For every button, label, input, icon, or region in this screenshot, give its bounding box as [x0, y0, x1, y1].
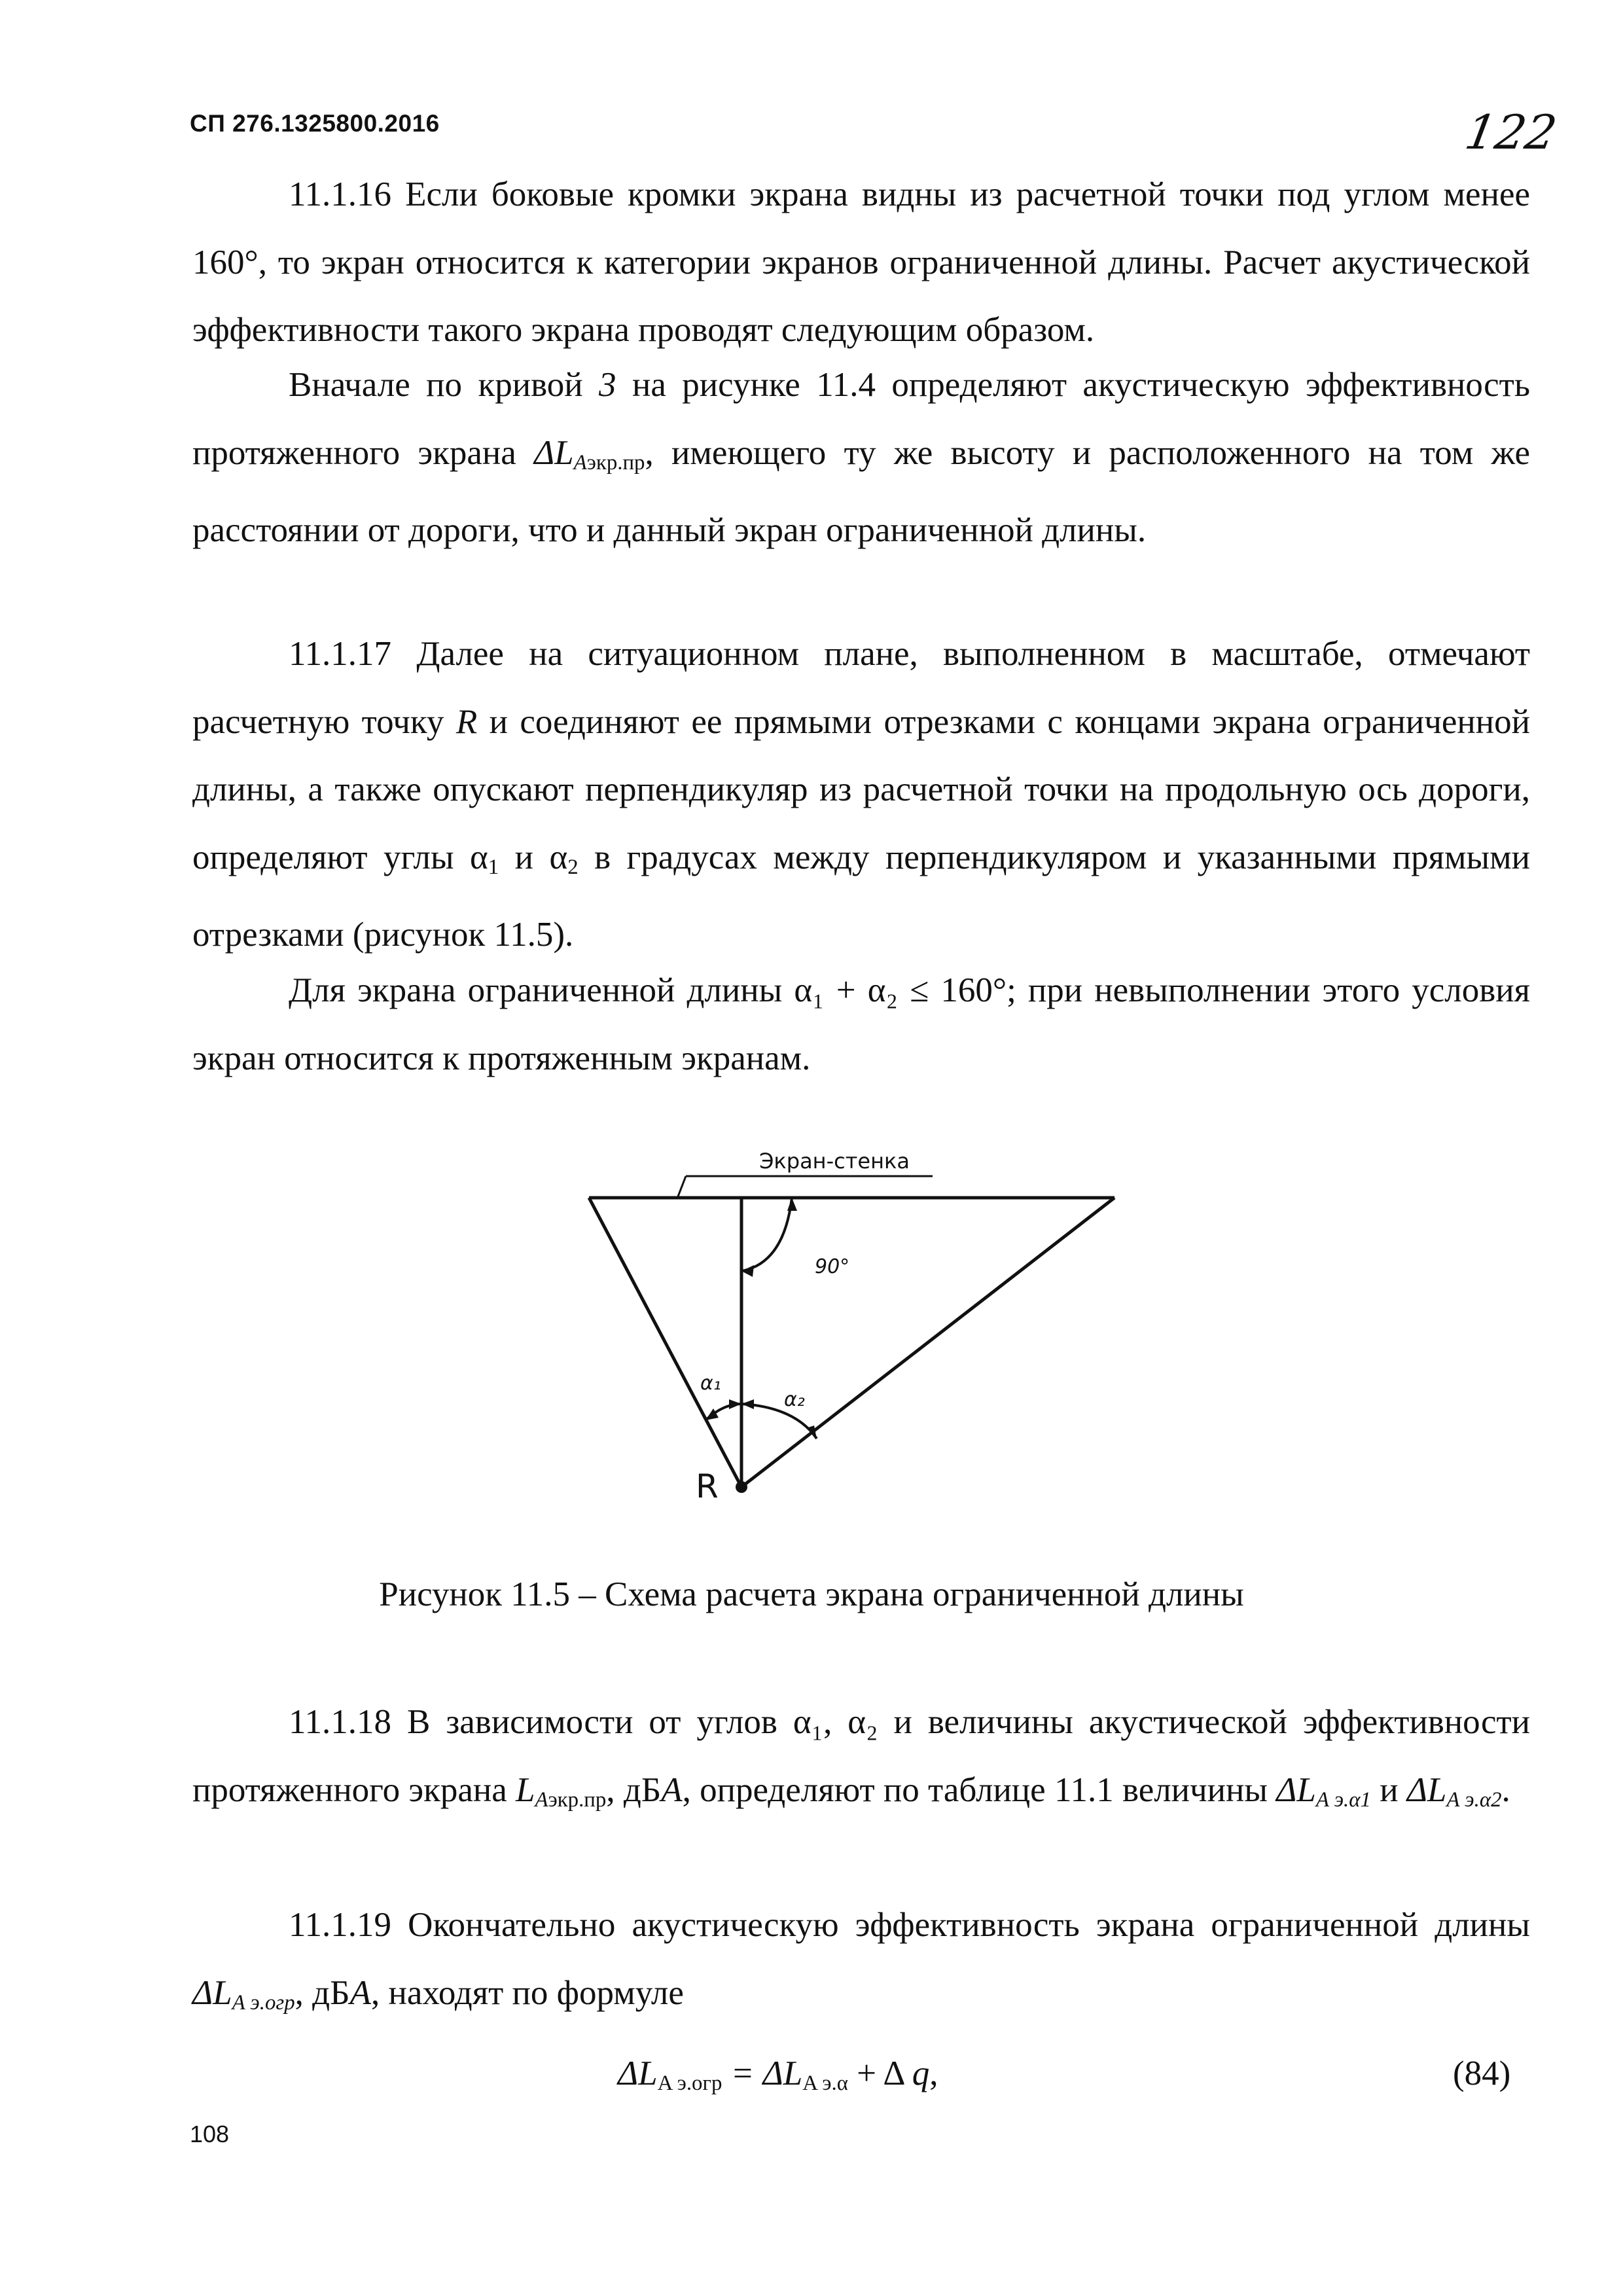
- text-fragment: Для экрана ограниченной длины: [289, 971, 783, 1009]
- formula-lhs-sub: A э.огр: [657, 2072, 722, 2096]
- text-fragment: и: [1380, 1770, 1399, 1809]
- formula-comma: ,: [929, 2054, 938, 2092]
- formula-84: [618, 2054, 938, 2096]
- text-fragment: и: [514, 838, 534, 876]
- text-fragment: .: [1501, 1770, 1510, 1809]
- clause-number: 11.1.16: [289, 175, 392, 213]
- unit: , дБ: [294, 1973, 350, 2012]
- unit: , дБ: [606, 1770, 662, 1809]
- page-number: 108: [190, 2121, 230, 2147]
- paragraph-11-1-18: [192, 1689, 1530, 1834]
- formula-rhs-sub: A э.α: [802, 2072, 848, 2096]
- right-ray: [741, 1198, 1115, 1487]
- formula-lhs: ΔL: [618, 2054, 658, 2092]
- handwritten-page-stamp: 122: [1461, 105, 1561, 160]
- angle-90-label: 90°: [815, 1255, 850, 1278]
- delta-l-symbol: $\Delta L_A$: [534, 433, 587, 475]
- clause-number: 11.1.17: [289, 635, 392, 673]
- clause-number: 11.1.19: [289, 1906, 392, 1944]
- point-r-dot: [736, 1481, 747, 1493]
- unit-a: А: [661, 1770, 683, 1809]
- right-angle-arc: [741, 1198, 792, 1271]
- figure-caption: Рисунок 11.5 – Схема расчета экрана ограниченной длины: [379, 1575, 1244, 1613]
- delta-l-alpha1: $\Delta L_{A э.\alpha 1}$: [1276, 1770, 1371, 1812]
- text-fragment: В зависимости от углов α₁, α₂ и величины акустической эффективности протяженного экрана: [192, 1703, 1530, 1809]
- text-fragment: Окончательно акустическую эффективность экрана ограниченной длины: [408, 1906, 1531, 1944]
- alpha1-arrowhead-right: [729, 1399, 741, 1409]
- paragraph-text: Если боковые кромки экрана видны из расчетной точки под углом менее 160°, то экран относится к категории экранов ограниченной длины. Расчет акустической эффективности такого экрана проводят следующим образом.: [192, 175, 1530, 349]
- delta-l-limited: $\Delta L_{A э.огр}$: [192, 1973, 295, 2015]
- right-angle-arrowhead: [741, 1265, 754, 1277]
- l-subscript: экр.пр: [548, 1787, 607, 1812]
- alpha1-label: α₁: [700, 1372, 721, 1395]
- formula-rhs: = ΔL: [722, 2054, 803, 2092]
- text-fragment: , находят по формуле: [370, 1973, 684, 2012]
- right-angle-arrowhead-top: [787, 1198, 797, 1211]
- curve-number: 3: [599, 366, 616, 404]
- left-ray: [589, 1198, 741, 1487]
- text-fragment: Вначале по кривой: [289, 366, 583, 404]
- unit-a: А: [349, 1973, 371, 2012]
- alpha2-arrowhead-left: [741, 1399, 754, 1409]
- point-r: R: [455, 702, 478, 741]
- symbol-subscript: экр.пр: [586, 450, 645, 475]
- formula-delta: + Δ: [847, 2054, 904, 2092]
- angle-inequality: α₁ + α₂ ≤ 160°: [794, 971, 1007, 1009]
- text-fragment: в градусах между перпендикуляром и указанными прямыми отрезками (рисунок 11.5).: [192, 838, 1531, 954]
- text-fragment: на рисунке 11.4 определяют акустическую эффективность протяженного экрана: [192, 366, 1531, 472]
- alpha-1: $\alpha_1$: [470, 838, 499, 879]
- alpha-2: $\alpha_2$: [549, 838, 579, 879]
- text-fragment: , определяют по таблице 11.1 величины: [682, 1770, 1268, 1809]
- document-code: СП 276.1325800.2016: [190, 110, 440, 137]
- text-fragment: Далее на ситуационном плане, выполненном в масштабе, отмечают расчетную точку: [192, 635, 1531, 741]
- point-r-label: R: [696, 1467, 719, 1505]
- paragraph-11-1-19: [192, 1892, 1530, 2037]
- formula-number: (84): [1453, 2054, 1511, 2092]
- l-symbol: $L_A$: [516, 1770, 548, 1812]
- alpha2-label: α₂: [784, 1388, 805, 1411]
- text-fragment: и соединяют ее прямыми отрезками с концами экрана ограниченной длины, а также опускают перпендикуляр из расчетной точки на продольную ось дороги, определяют углы: [192, 702, 1530, 876]
- formula-q: q: [912, 2054, 930, 2092]
- clause-number: 11.1.18: [289, 1703, 392, 1741]
- delta-l-alpha2: $\Delta L_{A э.\alpha 2}$: [1406, 1770, 1502, 1812]
- screen-wall-label: Экран-стенка: [759, 1149, 910, 1174]
- label-leader-tick: [678, 1176, 686, 1196]
- text-fragment: , имеющего ту же высоту и расположенного на том же расстоянии от дороги, что и данный экран ограниченной длины.: [192, 433, 1530, 550]
- alpha2-arc: [741, 1404, 817, 1439]
- text-fragment: ; при невыполнении этого условия экран относится к протяженным экранам.: [192, 971, 1531, 1077]
